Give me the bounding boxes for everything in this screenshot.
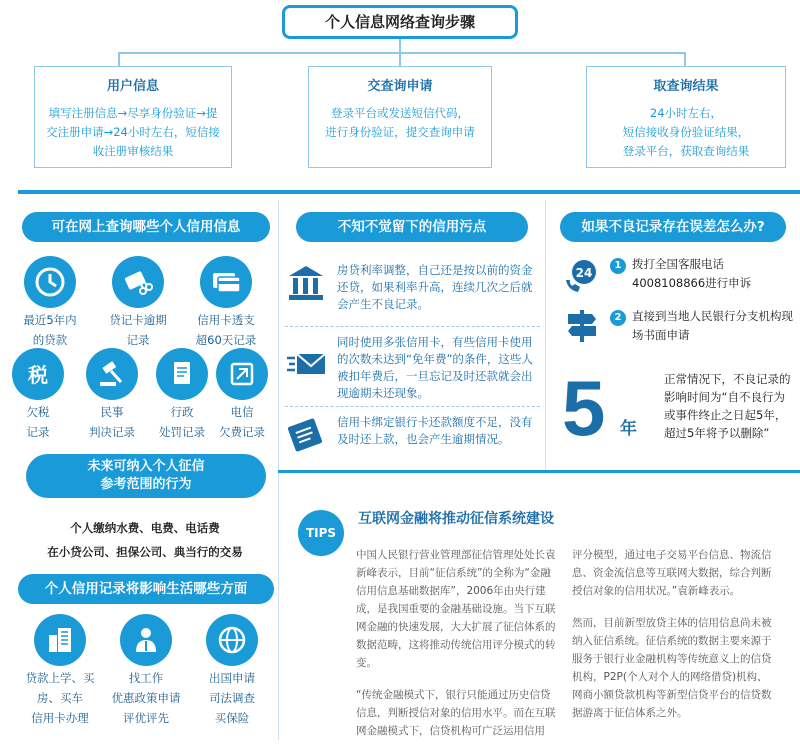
connector (399, 39, 401, 53)
item-label: 出国申请 (209, 671, 255, 685)
tips-title: 互联网金融将推动征信系统建设 (358, 511, 554, 527)
tips-column-1 (356, 546, 556, 754)
item-label: 超60天记录 (195, 333, 257, 347)
info-item-overdue-card (96, 256, 180, 348)
divider (285, 326, 540, 327)
card-scissors-icon (121, 265, 155, 299)
item-label: 欠费记录 (219, 425, 265, 439)
info-item-card-overdraft (184, 256, 268, 348)
item-label: 欠税 (26, 405, 50, 419)
globe-passport-icon (215, 623, 249, 657)
step-line: 登录平台或发送短信代码， (331, 106, 469, 120)
scope-item: 在小贷公司、担保公司、典当行的交易 (47, 545, 243, 559)
step-line: 短信接收身份验证结果， (622, 125, 750, 139)
item-label: 记录 (126, 333, 150, 347)
five-number: 5 (562, 364, 606, 452)
tips-paragraph: “传统金融模式下，银行只能通过历史信贷信息，判断授信对象的信用水平。而在互联网金融模式下，信贷机构可广泛运用信用 (356, 689, 556, 737)
item-label: 处罚记录 (159, 425, 205, 439)
five-unit: 年 (620, 419, 637, 439)
tips-paragraph: 然而，目前新型放贷主体的信用信息尚未被纳入征信系统。征信系统的数据主要来源于服务于银行业金融机构等传统意义上的信贷机构，P2P(个人对个人的网络借贷)机构、网商小额贷款机构等新型信贷平台的信贷数据游离于征信体系之外。 (572, 617, 772, 719)
item-label: 信用卡透支 (197, 313, 255, 327)
info-item-telecom (200, 348, 284, 440)
info-item-loans (8, 256, 92, 348)
stain-text: 信用卡绑定银行卡还款额度不足，没有及时还上款，也会产生逾期情况。 (337, 415, 533, 446)
item-label: 民事 (100, 405, 124, 419)
scope-heading (26, 454, 266, 498)
scope-heading-line: 参考范围的行为 (100, 477, 192, 492)
document-hand-icon (165, 357, 199, 391)
connector (684, 52, 686, 66)
step-number: 2 (610, 310, 626, 326)
phone-24-icon (562, 254, 602, 294)
stain-item-multi-card (285, 334, 540, 412)
tips-paragraph: 评分模型，通过电子交易平台信息、物流信息、资金流信息等互联网大数据，综合判断授信对象的信用状况。”袁新峰表示。 (572, 549, 772, 597)
item-label: 最近5年内 (23, 313, 77, 327)
svg-text:税: 税 (28, 363, 48, 387)
section-divider (278, 470, 800, 473)
step-line: 24小时左右， (649, 106, 723, 120)
step-title: 用户信息 (106, 79, 159, 94)
signpost-icon (562, 306, 602, 346)
column-divider (545, 200, 546, 470)
step-get-result (586, 66, 786, 168)
worker-icon (129, 623, 163, 657)
gavel-icon (95, 357, 129, 391)
credit-info-heading: 可在网上查询哪些个人信用信息 (22, 212, 270, 242)
bill-icon (225, 357, 259, 391)
step-submit-query (308, 66, 492, 168)
item-label: 行政 (170, 405, 194, 419)
stain-text: 房贷利率调整，自己还是按以前的资金还贷，如果利率升高，连续几次之后就会产生不良记录。 (337, 263, 533, 311)
item-label: 评优评先 (123, 711, 169, 725)
bank-icon (285, 262, 327, 304)
divider (285, 406, 540, 407)
tax-icon (21, 357, 55, 391)
error-heading: 如果不良记录存在误差怎么办? (560, 212, 786, 242)
impact-heading: 个人信用记录将影响生活哪些方面 (18, 574, 274, 604)
steps-title: 个人信息网络查询步骤 (282, 5, 518, 39)
step-title: 交查询申请 (367, 79, 433, 94)
clock-icon (33, 265, 67, 299)
connector (118, 52, 120, 66)
five-year-text: 正常情况下，不良记录的影响时间为“自不良行为或事件终止之日起5年，超过5年将予以删除” (664, 372, 791, 440)
step-line: 登录平台，获取查询结果 (622, 144, 750, 158)
info-item-tax (0, 348, 80, 440)
impact-item-jobs (100, 614, 192, 726)
scope-item: 个人缴纳水费、电费、电话费 (70, 521, 220, 535)
stain-item-mortgage (285, 262, 540, 322)
svg-text:24: 24 (575, 266, 593, 280)
tips-column-2 (572, 546, 772, 736)
building-icon (43, 623, 77, 657)
step-line: 交注册申请→24小时左右，短信接 (46, 125, 220, 139)
credit-card-icon (209, 265, 243, 299)
item-label: 司法调查 (209, 691, 255, 705)
stain-text: 同时使用多张信用卡，有些信用卡使用的次数未达到“免年费”的条件，这些人被扣年费后，一旦忘记及时还款就会出现逾期未还现象。 (337, 335, 533, 400)
item-label: 贷款上学、买 (25, 671, 95, 685)
item-label: 贷记卡逾期 (109, 313, 167, 327)
impact-item-loans (14, 614, 106, 726)
item-label: 信用卡办理 (31, 711, 89, 725)
connector (399, 52, 401, 66)
item-label: 的贷款 (32, 333, 68, 347)
item-label: 找工作 (128, 671, 164, 685)
item-label: 记录 (26, 425, 50, 439)
item-label: 买保险 (214, 711, 250, 725)
scope-heading-line: 未来可纳入个人征信 (87, 459, 205, 474)
step-number: 1 (610, 258, 626, 274)
item-label: 优惠政策申请 (111, 691, 181, 705)
five-year-figure (548, 362, 652, 454)
section-divider (18, 190, 800, 194)
item-label: 房、买车 (37, 691, 83, 705)
credit-stain-heading: 不知不觉留下的信用污点 (296, 212, 528, 242)
connector (118, 52, 686, 54)
step-line: 进行身份验证，提交查询申请 (325, 125, 475, 139)
tips-badge: TIPS (298, 510, 344, 556)
error-step-text: 直接到当地人民银行分支机构现场书面申请 (632, 309, 793, 342)
step-line: 填写注册信息→尽享身份验证→提 (48, 106, 218, 120)
item-label: 判决记录 (89, 425, 135, 439)
stain-item-insufficient (285, 414, 540, 458)
item-label: 电信 (230, 405, 254, 419)
error-step-text: 拨打全国客服电话4008108866进行申诉 (632, 257, 752, 290)
step-title: 取查询结果 (653, 79, 719, 94)
mail-icon (285, 344, 327, 386)
tips-paragraph: 中国人民银行营业管理部征信管理处处长袁新峰表示，目前“征信系统”的全称为“金融信用信息基础数据库”，2006年由央行建成，是我国重要的金融基础设施。当下互联网金融的快速发展，大大扩展了征信体系的数据范畴，这将推动传统信用评分模式的转变。 (356, 549, 556, 669)
newspaper-icon (285, 414, 327, 456)
step-line: 收注册审核结果 (92, 144, 174, 158)
step-user-info (34, 66, 232, 168)
impact-item-travel (186, 614, 278, 726)
